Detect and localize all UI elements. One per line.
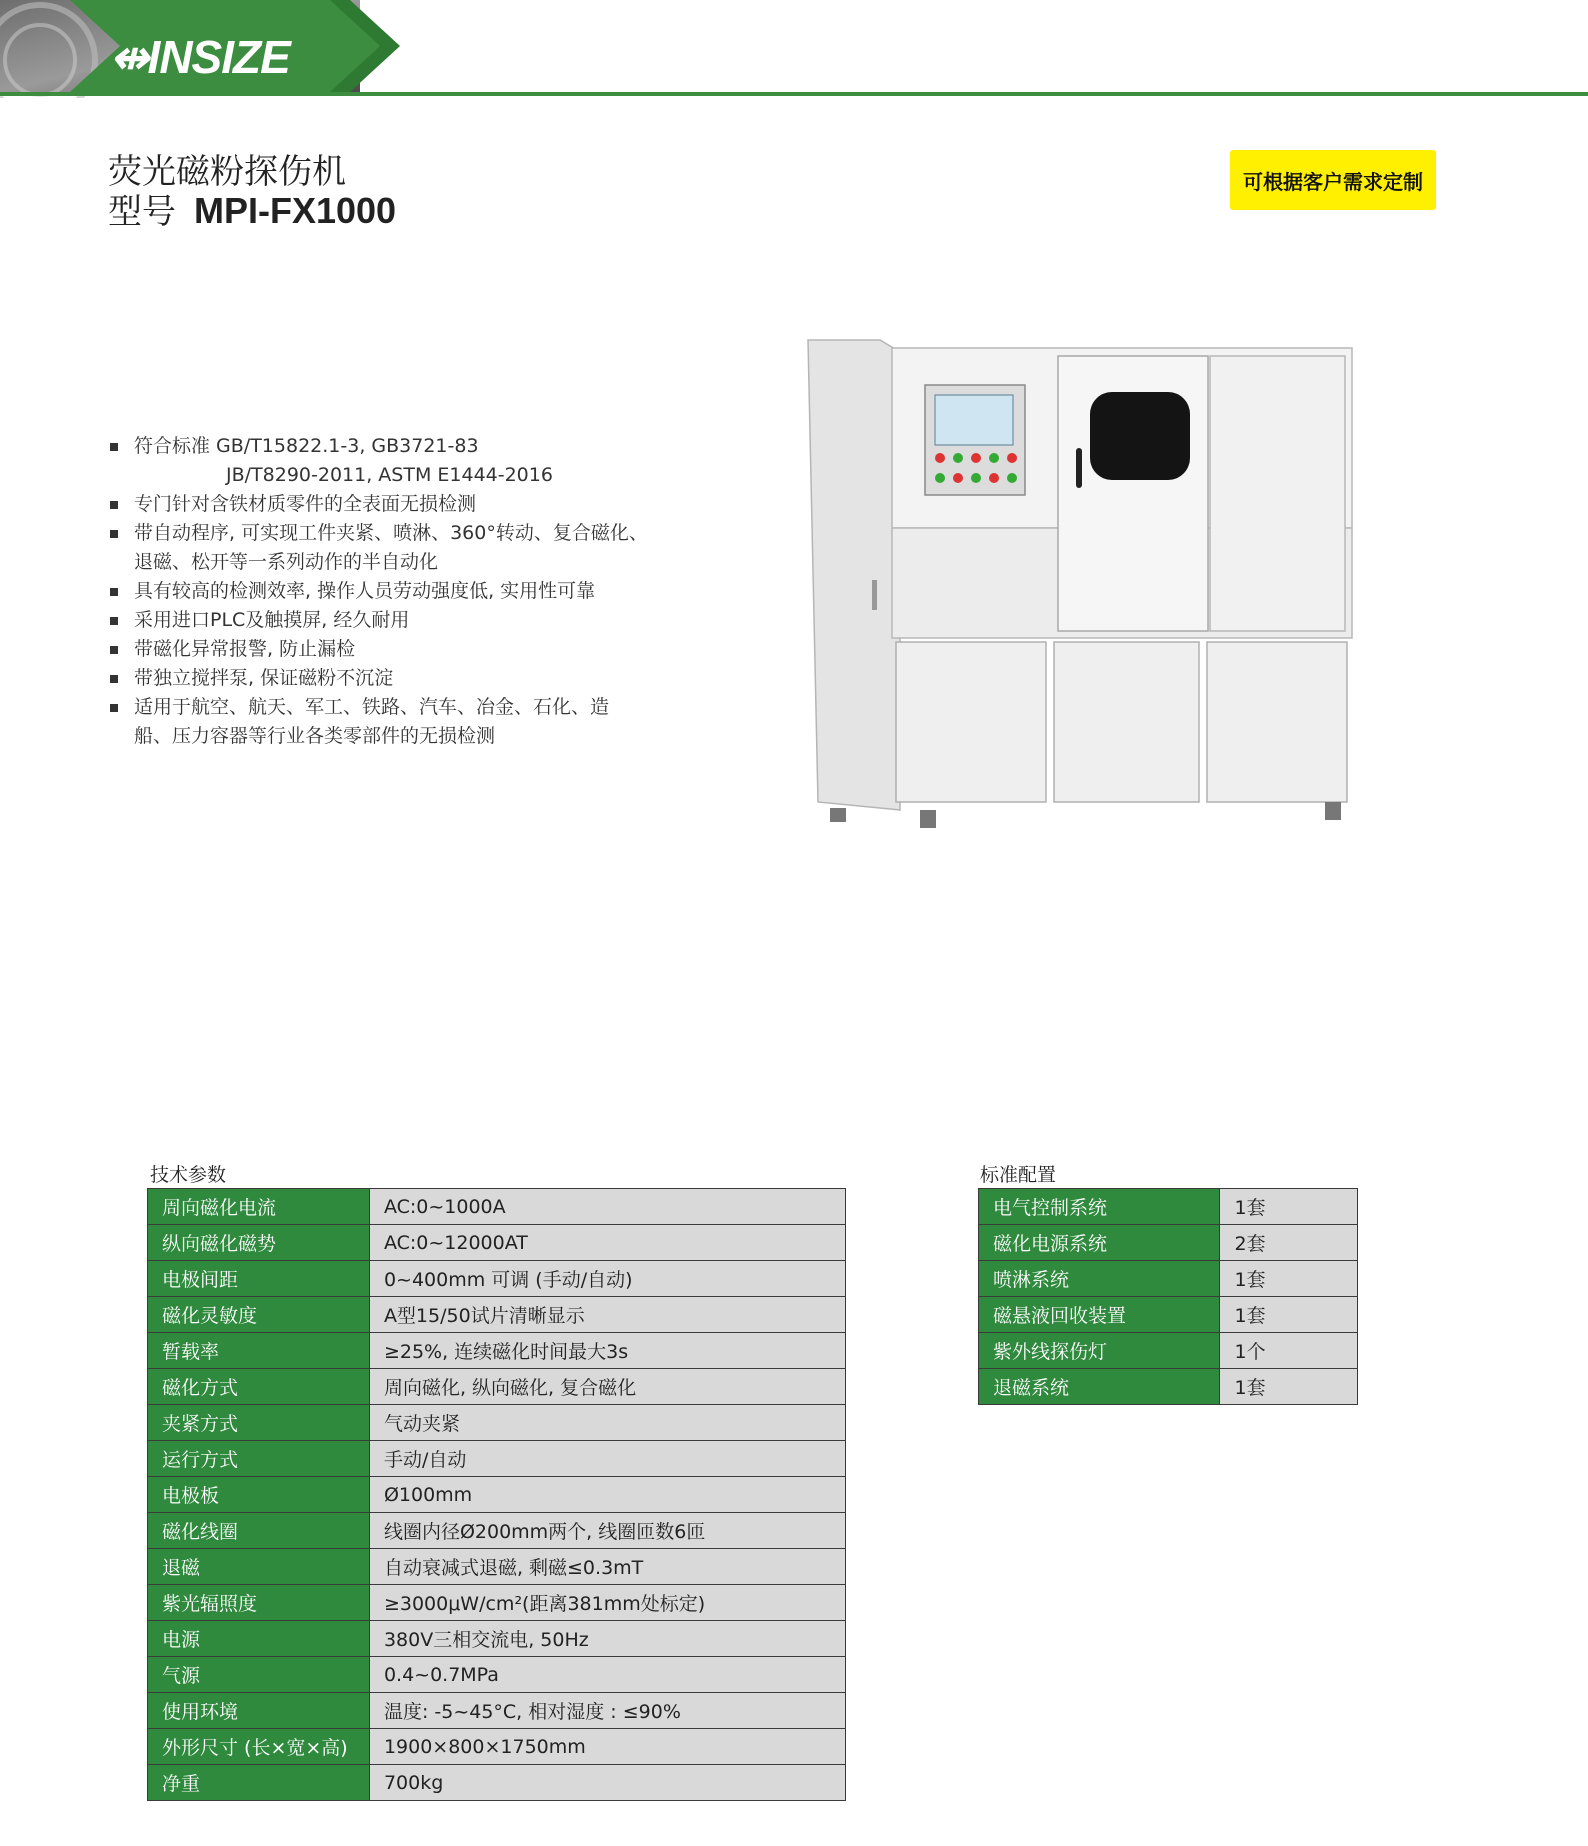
param-label: 净重 [148,1765,370,1801]
square-bullet-icon [110,443,118,451]
param-label: 电极间距 [148,1261,370,1297]
logo-left-arrow-icon: ⇹ [110,31,148,83]
customization-badge: 可根据客户需求定制 [1230,150,1436,210]
brand-logo-text: INSIZE [147,31,290,83]
product-title: 荧光磁粉探伤机 [108,152,346,192]
param-label: 磁化电源系统 [979,1225,1220,1261]
table-row [148,1477,846,1513]
tech-params-table [147,1188,846,1801]
square-bullet-icon [110,588,118,596]
param-label: 电极板 [148,1477,370,1513]
param-value: 2套 [1220,1225,1358,1261]
table-row [148,1405,846,1441]
table-row [148,1513,846,1549]
list-item: 专门针对含铁材质零件的全表面无损检测 [110,490,710,519]
table-row [979,1225,1358,1261]
table-row [148,1729,846,1765]
model-prefix: 型号 [108,192,176,232]
table-row [148,1657,846,1693]
std-config-title: 标准配置 [980,1164,1057,1186]
machine-photo [800,330,1360,850]
param-value: 1套 [1220,1369,1358,1405]
table-row [148,1369,846,1405]
param-value: ≥25%, 连续磁化时间最大3s [369,1333,845,1369]
param-label: 磁化线圈 [148,1513,370,1549]
list-item: 具有较高的检测效率, 操作人员劳动强度低, 实用性可靠 [110,577,710,606]
table-row [979,1333,1358,1369]
table-row [148,1261,846,1297]
std-config-table [978,1188,1358,1405]
param-label: 夹紧方式 [148,1405,370,1441]
param-value: 线圈内径Ø200mm两个, 线圈匝数6匝 [369,1513,845,1549]
brand-logo [110,30,290,84]
param-value: 1套 [1220,1261,1358,1297]
param-label: 喷淋系统 [979,1261,1220,1297]
table-row [148,1441,846,1477]
param-value: 0~400mm 可调 (手动/自动) [369,1261,845,1297]
list-item: 带独立搅拌泵, 保证磁粉不沉淀 [110,664,710,693]
square-bullet-icon [110,501,118,509]
header-divider [0,92,1588,96]
table-row [979,1189,1358,1225]
param-value: 温度: -5~45°C, 相对湿度 : ≤90% [369,1693,845,1729]
param-label: 使用环境 [148,1693,370,1729]
feature-list [110,432,710,751]
list-item: 采用进口PLC及触摸屏, 经久耐用 [110,606,710,635]
square-bullet-icon [110,675,118,683]
param-label: 周向磁化电流 [148,1189,370,1225]
square-bullet-icon [110,617,118,625]
param-value: Ø100mm [369,1477,845,1513]
param-label: 退磁 [148,1549,370,1585]
param-value: 0.4~0.7MPa [369,1657,845,1693]
param-value: 1个 [1220,1333,1358,1369]
param-label: 气源 [148,1657,370,1693]
table-row [148,1225,846,1261]
list-item: 带自动程序, 可实现工件夹紧、喷淋、360°转动、复合磁化、 退磁、松开等一系列动作的半自动化 [110,519,710,577]
table-row [148,1765,846,1801]
param-value: 手动/自动 [369,1441,845,1477]
param-value: 1900×800×1750mm [369,1729,845,1765]
param-value: AC:0~12000AT [369,1225,845,1261]
param-label: 紫外线探伤灯 [979,1333,1220,1369]
param-value: 700kg [369,1765,845,1801]
list-item: 适用于航空、航天、军工、铁路、汽车、冶金、石化、造 船、压力容器等行业各类零部件的无损检测 [110,693,710,751]
param-label: 暂载率 [148,1333,370,1369]
param-label: 电源 [148,1621,370,1657]
table-row [148,1297,846,1333]
square-bullet-icon [110,530,118,538]
table-row [148,1693,846,1729]
list-item: 带磁化异常报警, 防止漏检 [110,635,710,664]
tech-params-title: 技术参数 [150,1164,227,1186]
list-item: 符合标准 GB/T15822.1-3, GB3721-83 JB/T8290-2011, ASTM E1444-2016 [110,432,710,490]
page-header [0,0,1588,100]
param-label: 紫光辐照度 [148,1585,370,1621]
param-value: 气动夹紧 [369,1405,845,1441]
square-bullet-icon [110,704,118,712]
model-code: MPI-FX1000 [194,190,397,231]
param-label: 电气控制系统 [979,1189,1220,1225]
model-line [108,184,396,233]
param-label: 退磁系统 [979,1369,1220,1405]
square-bullet-icon [110,646,118,654]
param-value: 自动衰减式退磁, 剩磁≤0.3mT [369,1549,845,1585]
param-label: 磁化方式 [148,1369,370,1405]
param-label: 纵向磁化磁势 [148,1225,370,1261]
param-value: 380V三相交流电, 50Hz [369,1621,845,1657]
param-value: 1套 [1220,1297,1358,1333]
param-label: 运行方式 [148,1441,370,1477]
table-row [148,1585,846,1621]
param-value: ≥3000μW/cm²(距离381mm处标定) [369,1585,845,1621]
table-row [148,1189,846,1225]
param-label: 磁化灵敏度 [148,1297,370,1333]
table-row [979,1369,1358,1405]
table-row [148,1333,846,1369]
table-row [979,1261,1358,1297]
table-row [148,1549,846,1585]
param-value: A型15/50试片清晰显示 [369,1297,845,1333]
param-value: AC:0~1000A [369,1189,845,1225]
param-value: 1套 [1220,1189,1358,1225]
param-value: 周向磁化, 纵向磁化, 复合磁化 [369,1369,845,1405]
param-label: 外形尺寸 (长×宽×高) [148,1729,370,1765]
param-label: 磁悬液回收装置 [979,1297,1220,1333]
table-row [148,1621,846,1657]
table-row [979,1297,1358,1333]
